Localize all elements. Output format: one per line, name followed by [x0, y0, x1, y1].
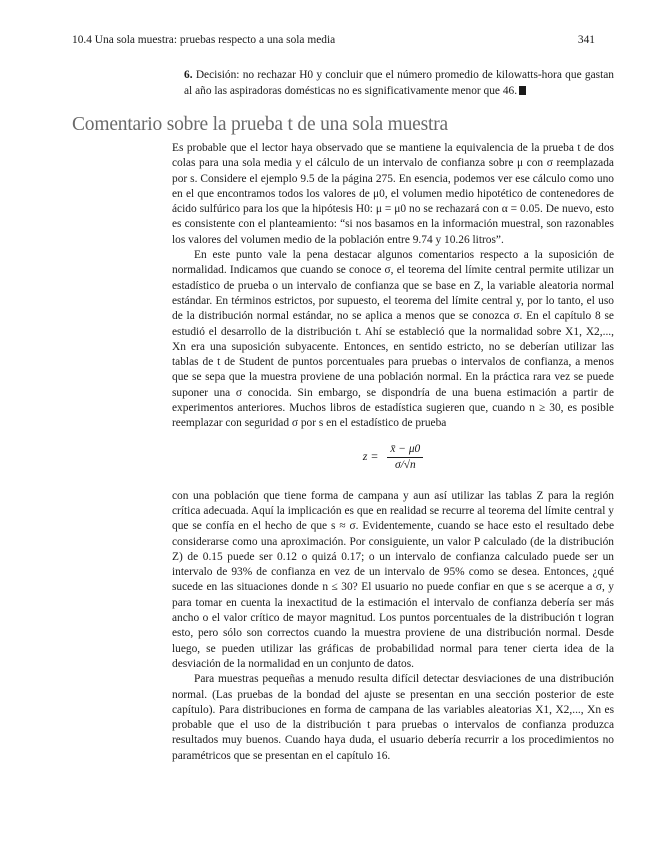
- formula-lhs: z =: [362, 449, 379, 464]
- decision-number: 6.: [184, 69, 193, 81]
- paragraph-2: En este punto vale la pena destacar algunos comentarios respecto a la suposición de normalidad. Indicamos que cuando se conoce σ, el teorema del límite central permite utilizar un estadístico de prueba o un intervalo de confianza que se base en Z, la variable aleatoria normal estándar. En términos estrictos, por supuesto, el teorema del límite central y, por lo tanto, el uso de la distribución normal estándar, no se aplica a menos que se conozca σ. En el capítulo 8 se estudió el desarrollo de la distribución t. Ahí se estableció que la normalidad sobre X1, X2,..., Xn era una suposición subyacente. Entonces, en sentido estricto, no se deberían utilizar las tablas de t de Student de puntos porcentuales para pruebas o intervalos de confianza, a menos que se sepa que la muestra proviene de una población normal. En la práctica rara vez se puede suponer una σ conocida. Sin embargo, se dispondría de una buena estimación a partir de experimentos anteriores. Muchos libros de estadística sugieren que, cuando n ≥ 30, es posible reemplazar con seguridad σ por s en el estadístico de prueba: [172, 249, 614, 430]
- paragraph-4: Para muestras pequeñas a menudo resulta difícil detectar desviaciones de una distribución normal. (Las pruebas de la bondad del ajuste se presentan en una sección posterior de este capítulo). Para distribuciones en forma de campana de las variables aleatorias X1, X2,..., Xn es probable que el uso de la distribución t para pruebas o intervalos de confianza produzca resultados muy buenos. Cuando haya duda, el usuario debería recurrir a los procedimientos no paramétricos que se presentan en el capítulo 16.: [172, 673, 614, 762]
- paragraph-1: Es probable que el lector haya observado que se mantiene la equivalencia de la prueba t de dos colas para una sola media y el cálculo de un intervalo de confianza sobre μ con σ reemplazada por s. Considere el ejemplo 9.5 de la página 275. En esencia, podemos ver ese cálculo como uno en el que encontramos todos los valores de μ0, el volumen medio hipotético de contenedores de ácido sulfúrico para los que la hipótesis H0: μ = μ0 no se rechazará con α = 0.05. De nuevo, esto es consistente con el planteamiento: “si nos basamos en la información muestral, son razonables los valores del volumen medio de la población entre 9.74 y 10.26 litros”.: [172, 142, 614, 246]
- formula-denominator: σ/√n: [394, 458, 416, 471]
- body-text: [172, 141, 614, 764]
- paragraph-3: con una población que tiene forma de campana y aun así utilizar las tablas Z para la región crítica adecuada. Aquí la implicación es que en realidad se recurre al teorema del límite central y que se confía en el hecho de que s ≈ σ. Evidentemente, cuando se hace esto el resultado debe considerarse como una aproximación. Por consiguiente, un valor P calculado (de la distribución Z) de 0.15 puede ser 0.12 o quizá 0.17; o un intervalo de confianza calculado puede ser un intervalo de 93% de confianza en vez de un intervalo de 95% como se desea. Entonces, ¿qué sucede en las situaciones donde n ≤ 30? El usuario no puede confiar en que s se acerque a σ, y para tomar en cuenta la inexactitud de la estimación el intervalo de confianza debería ser más ancho o el valor crítico de mayor magnitud. Los puntos porcentuales de la distribución t logran esto, pero sólo son correctos cuando la muestra proviene de una distribución normal. Desde luego, se pueden utilizar las gráficas de probabilidad normal para tener cierta idea de la desviación de la normalidad en un conjunto de datos.: [172, 489, 614, 670]
- decision-step: [184, 68, 614, 99]
- page-number: 341: [577, 34, 595, 46]
- running-header: [72, 34, 595, 48]
- formula-numerator: x̄ − μ0: [387, 442, 423, 458]
- header-section: 10.4 Una sola muestra: pruebas respecto a una sola media: [72, 34, 336, 46]
- formula-fraction: [387, 442, 423, 473]
- decision-text: Decisión: no rechazar H0 y concluir que el número promedio de kilowatts-hora que gastan al año las aspiradoras domésticas no es significativamente menor que 46.: [184, 69, 614, 97]
- end-of-proof-mark: [519, 86, 526, 95]
- test-statistic-formula: [172, 442, 614, 480]
- section-title: Comentario sobre la prueba t de una sola muestra: [72, 114, 448, 135]
